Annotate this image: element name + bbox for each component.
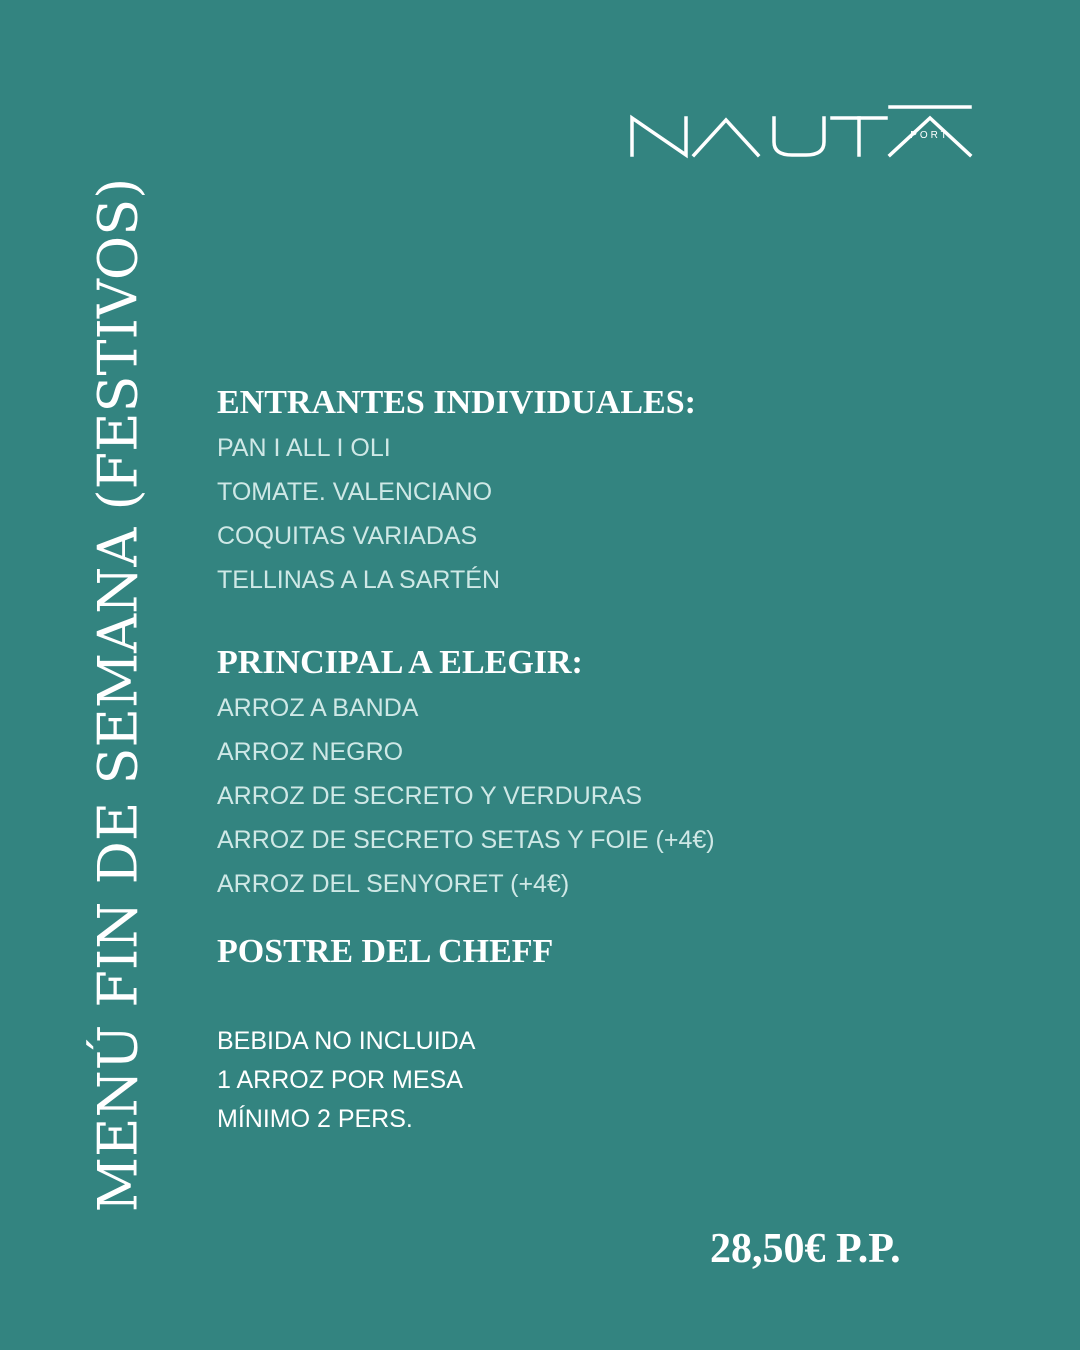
menu-item: ARROZ NEGRO: [217, 738, 404, 766]
menu-notes: [217, 1022, 475, 1139]
logo-sub-text: PORT: [910, 130, 950, 141]
section-postre: [217, 930, 553, 974]
menu-item: ARROZ A BANDA: [217, 694, 419, 722]
menu-item: TELLINAS A LA SARTÉN: [217, 566, 501, 594]
menu-title: MENÚ FIN DE SEMANA (FESTIVOS): [86, 177, 150, 1213]
menu-item: COQUITAS VARIADAS: [217, 522, 478, 550]
menu-item: TOMATE. VALENCIANO: [217, 478, 493, 506]
section-heading: ENTRANTES INDIVIDUALES:: [217, 384, 696, 421]
section-entrantes: [217, 381, 696, 602]
menu-price: 28,50€ P.P.: [710, 1226, 901, 1272]
note-line: MÍNIMO 2 PERS.: [217, 1105, 413, 1133]
section-heading: POSTRE DEL CHEFF: [217, 933, 554, 970]
menu-item: ARROZ DE SECRETO Y VERDURAS: [217, 782, 643, 810]
note-line: BEBIDA NO INCLUIDA: [217, 1027, 476, 1055]
note-line: 1 ARROZ POR MESA: [217, 1066, 463, 1094]
section-heading: PRINCIPAL A ELEGIR:: [217, 644, 583, 681]
menu-item: ARROZ DE SECRETO SETAS Y FOIE (+4€): [217, 826, 715, 854]
logo-graphic: [628, 100, 973, 160]
menu-item: ARROZ DEL SENYORET (+4€): [217, 870, 570, 898]
menu-item: PAN I ALL I OLI: [217, 434, 391, 462]
section-principal: [217, 641, 715, 906]
nauta-port-logo: [628, 100, 973, 160]
